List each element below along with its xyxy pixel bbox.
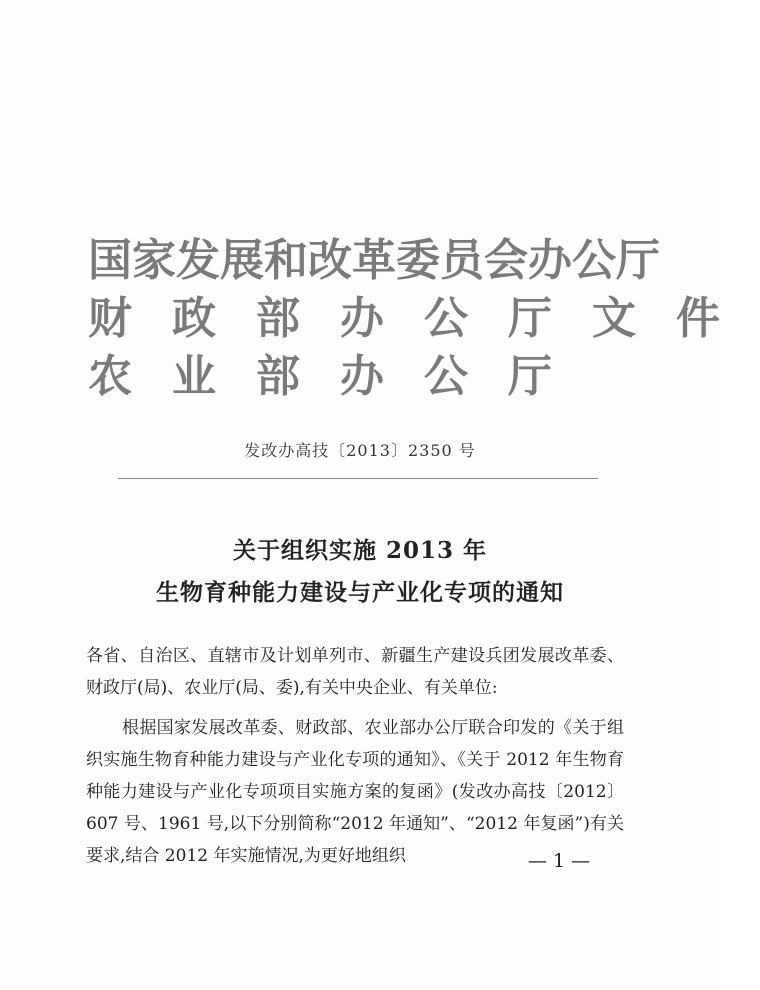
header-divider (118, 478, 598, 479)
header-line-mof: 财政部办公厅文件 (88, 293, 760, 344)
page-number: — 1 — (528, 850, 591, 872)
body-paragraph: 根据国家发展改革委、财政部、农业部办公厅联合印发的《关于组织实施生物育种能力建设与产业化专项的通知》、《关于 2012 年生物育种能力建设与产业化专项项目实施方案的复函》(发改办高技〔2012〕607 号、1961 号,以下分别简称“2012 年通知”、“2012 年复函”)有关要求,结合 2012 年实施情况,为更好地组织 (86, 718, 624, 866)
recipients-paragraph: 各省、自治区、直辖市及计划单列市、新疆生产建设兵团发展改革委、财政厅(局)、农业厅(局、委),有关中央企业、有关单位: (86, 646, 624, 698)
document-body (86, 640, 624, 872)
document-title-line1: 关于组织实施 2013 年 (232, 537, 488, 564)
issuing-agencies-header (88, 232, 760, 406)
header-line-ndrc: 国家发展和改革委员会办公厅 (88, 235, 660, 286)
document-number: 发改办高技〔2013〕2350 号 (244, 441, 476, 460)
document-title-line2: 生物育种能力建设与产业化专项的通知 (156, 579, 564, 606)
header-line-moa: 农业部办公厅 (88, 351, 592, 402)
